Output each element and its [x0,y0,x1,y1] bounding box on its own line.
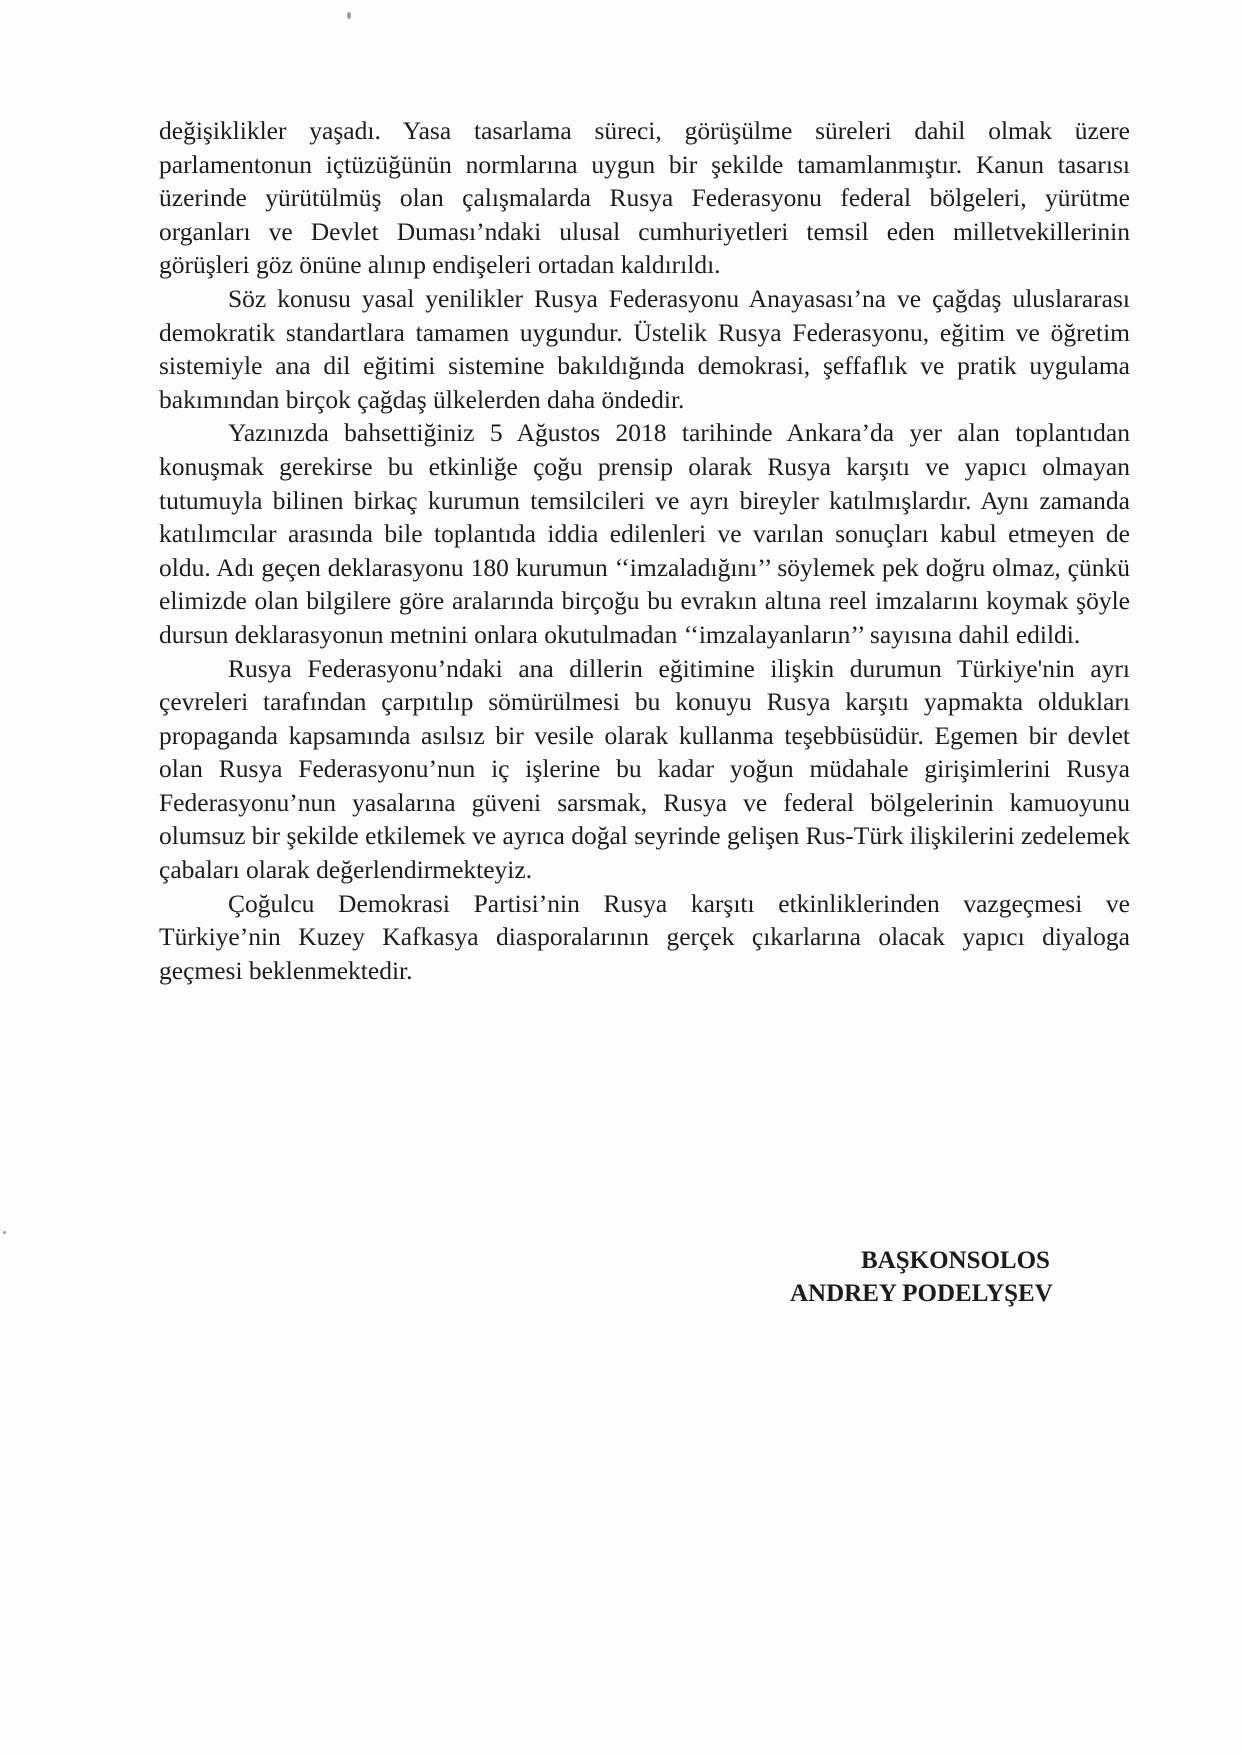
paragraph-5: Çoğulcu Demokrasi Partisi’nin Rusya karşıtı etkinliklerinden vazgeçmesi ve Türkiye’nin Kuzey Kafkasya diasporalarının gerçek çıkarlarına olacak yapıcı diyaloga geçmesi beklenmektedir. [159,888,1130,985]
paragraph-1: değişiklikler yaşadı. Yasa tasarlama süreci, görüşülme süreleri dahil olmak üzere parlamentonun içtüzüğünün normlarına uygun bir şekilde tamamlanmıştır. Kanun tasarısı üzerinde yürütülmüş olan çalışmalarda Rusya Federasyonu federal bölgeleri, yürütme organları ve Devlet Duması’ndaki ulusal cumhuriyetleri temsil eden milletvekillerinin görüşleri göz önüne alınıp endişeleri ortadan kaldırıldı. [159,116,1130,280]
scan-speck-top [347,12,351,19]
scan-speck-left [3,1231,6,1234]
letter-body [159,114,1130,987]
signatory-title: BAŞKONSOLOS [861,1247,1050,1274]
signature-block [790,1244,1130,1310]
paragraph-3: Yazınızda bahsettiğiniz 5 Ağustos 2018 tarihinde Ankara’da yer alan toplantıdan konuşmak gerekirse bu etkinliğe çoğu prensip olarak Rusya karşıtı ve yapıcı olmayan tutumuyla bilinen birkaç kurumun temsilcileri ve ayrı bireyler katılmışlardır. Aynı zamanda katılımcılar arasında bile toplantıda iddia edilenleri ve varılan sonuçları kabul etmeyen de oldu. Adı geçen deklarasyonu 180 kurumun ‘‘imzaladığını’’ söylemek pek doğru olmaz, çünkü elimizde olan bilgilere göre aralarında birçoğu bu evrakın altına reel imzalarını koymak şöyle dursun deklarasyonun metnini onlara okutulmadan ‘‘imzalayanların’’ sayısına dahil edildi. [159,418,1130,649]
paragraph-4: Rusya Federasyonu’ndaki ana dillerin eğitimine ilişkin durumun Türkiye'nin ayrı çevreleri tarafından çarpıtılıp sömürülmesi bu konuyu Rusya karşıtı yapmakta oldukları propaganda kapsamında asılsız bir vesile olarak kullanma teşebbüsüdür. Egemen bir devlet olan Rusya Federasyonu’nun iç işlerine bu kadar yoğun müdahale girişimlerini Rusya Federasyonu’nun yasalarına güveni sarsmak, Rusya ve federal bölgelerinin kamuoyunu olumsuz bir şekilde etkilemek ve ayrıca doğal seyrinde gelişen Rus-Türk ilişkilerini zedelemek çabaları olarak değerlendirmekteyiz. [159,653,1130,885]
signatory-name: ANDREY PODELYŞEV [790,1280,1053,1307]
paragraph-2: Söz konusu yasal yenilikler Rusya Federasyonu Anayasası’na ve çağdaş uluslararası demokratik standartlara tamamen uygundur. Üstelik Rusya Federasyonu, eğitim ve öğretim sistemiyle ana dil eğitimi sistemine bakıldığında demokrasi, şeffaflık ve pratik uygulama bakımından birçok çağdaş ülkelerden daha öndedir. [159,283,1130,414]
